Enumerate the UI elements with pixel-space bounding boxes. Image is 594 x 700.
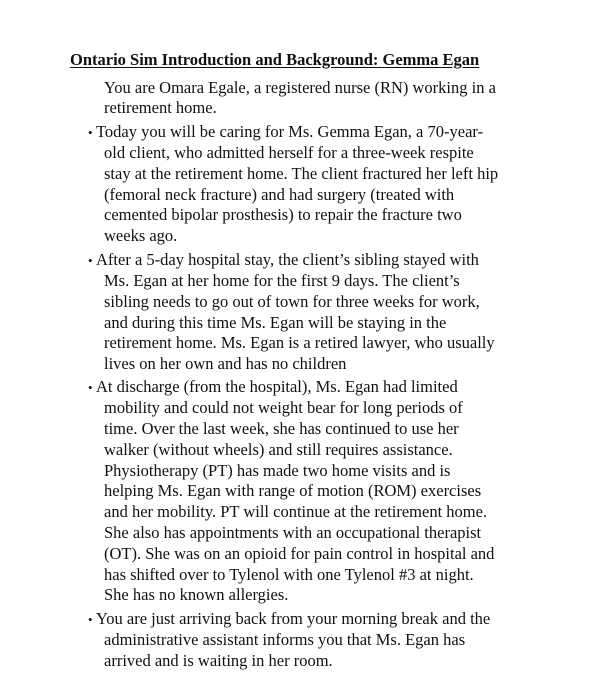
bullet-line: She has no known allergies. (104, 585, 289, 604)
bullet-line: Ms. Egan at her home for the first 9 days. The client’s (104, 271, 460, 290)
bullet-line: At discharge (from the hospital), Ms. Egan had limited (96, 377, 458, 396)
bullet-line: She also has appointments with an occupational therapist (104, 523, 482, 542)
bullet-line: lives on her own and has no children (104, 354, 347, 373)
bullet-line: has shifted over to Tylenol with one Tylenol #3 at night. (104, 565, 474, 584)
document-title: Ontario Sim Introduction and Background: Gemma Egan (70, 50, 480, 69)
bullet-line: helping Ms. Egan with range of motion (ROM) exercises (104, 481, 482, 500)
bullet-marker: • (88, 612, 93, 627)
bullet-line: arrived and is waiting in her room. (104, 651, 333, 670)
bullet-line: and during this time Ms. Egan will be staying in the (104, 313, 447, 332)
bullet-line: (OT). She was on an opioid for pain control in hospital and (104, 544, 495, 563)
bullet-line: sibling needs to go out of town for three weeks for work, (104, 292, 480, 311)
bullet-line: After a 5-day hospital stay, the client’s sibling stayed with (96, 250, 479, 269)
bullet-line: stay at the retirement home. The client fractured her left hip (104, 164, 499, 183)
bullet-line: Today you will be caring for Ms. Gemma Egan, a 70-year- (96, 122, 484, 141)
bullet-line: Physiotherapy (PT) has made two home visits and is (104, 461, 451, 480)
bullet-line: administrative assistant informs you that Ms. Egan has (104, 630, 466, 649)
bullet-line: weeks ago. (104, 226, 178, 245)
bullet-line: (femoral neck fracture) and had surgery (treated with (104, 185, 455, 204)
bullet-marker: • (88, 253, 93, 268)
bullet-line: retirement home. Ms. Egan is a retired lawyer, who usually (104, 333, 495, 352)
bullet-line: mobility and could not weight bear for long periods of (104, 398, 463, 417)
intro-line: retirement home. (104, 98, 217, 117)
intro-line: You are Omara Egale, a registered nurse (RN) working in a (104, 78, 496, 97)
bullet-line: and her mobility. PT will continue at the retirement home. (104, 502, 488, 521)
bullet-line: time. Over the last week, she has continued to use her (104, 419, 459, 438)
bullet-line: walker (without wheels) and still requires assistance. (104, 440, 453, 459)
bullet-line: cemented bipolar prosthesis) to repair the fracture two (104, 205, 462, 224)
bullet-line: old client, who admitted herself for a three-week respite (104, 143, 474, 162)
bullet-marker: • (88, 125, 93, 140)
bullet-line: You are just arriving back from your morning break and the (96, 609, 491, 628)
bullet-marker: • (88, 380, 93, 395)
